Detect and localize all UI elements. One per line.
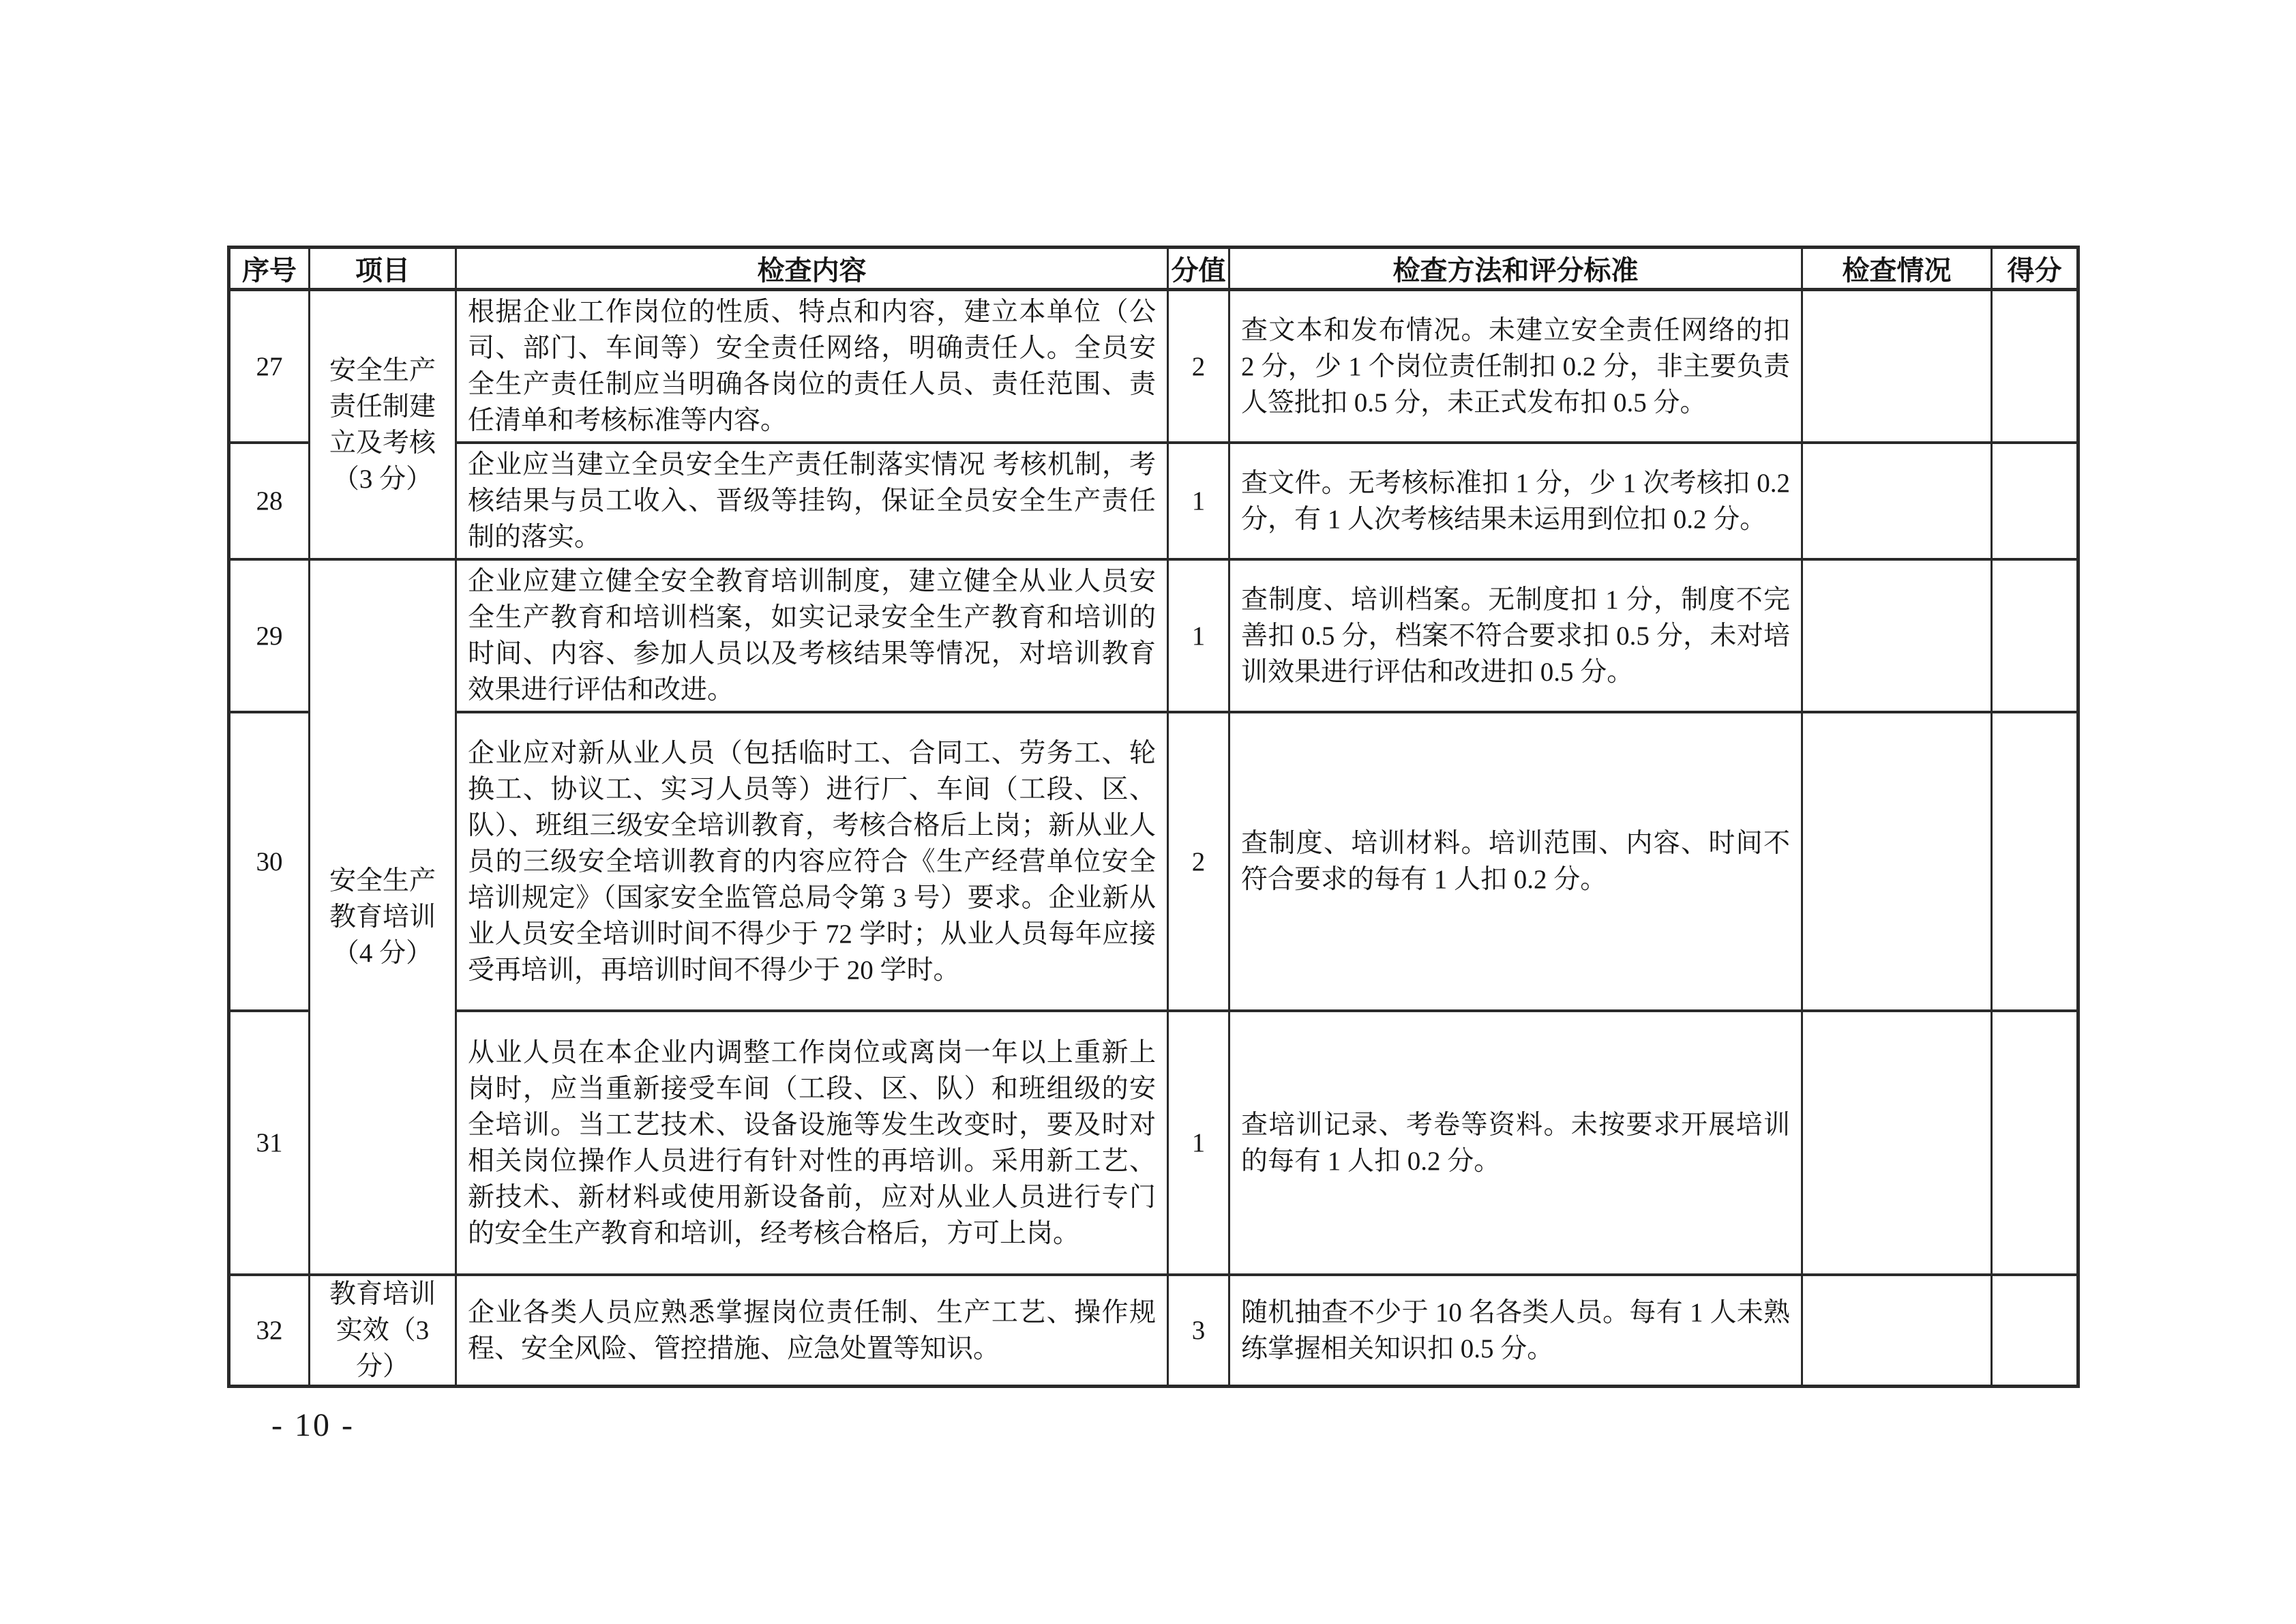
content-cell: 企业应对新从业人员（包括临时工、合同工、劳务工、轮换工、协议工、实习人员等）进行厂、车间（工段、区、队）、班组三级安全培训教育，考核合格后上岗；新从业人员的三级安全培训教育的内容应符合《生产经营单位安全培训规定》（国家安全监管总局令第 3 号）要求。企业新从业人员安全培训时间不得少于 72 学时；从业人员每年应接受再培训，再培训时间不得少于 20 学时。 (456, 712, 1168, 1011)
table-row-27 (229, 290, 2078, 443)
method-cell: 查制度、培训材料。培训范围、内容、时间不符合要求的每有 1 人扣 0.2 分。 (1229, 712, 1802, 1011)
points-cell (1992, 559, 2078, 712)
table-row-30 (229, 712, 2078, 1011)
points-cell (1992, 1275, 2078, 1387)
item-cell-responsibility: 安全生产责任制建立及考核（3 分） (310, 290, 456, 560)
content-cell: 企业各类人员应熟悉掌握岗位责任制、生产工艺、操作规程、安全风险、管控措施、应急处置等知识。 (456, 1275, 1168, 1387)
score-cell: 1 (1168, 1011, 1229, 1275)
situation-cell (1802, 1011, 1992, 1275)
method-cell: 查培训记录、考卷等资料。未按要求开展培训的每有 1 人扣 0.2 分。 (1229, 1011, 1802, 1275)
item-cell-education-training: 安全生产教育培训（4 分） (310, 559, 456, 1275)
header-situation: 检查情况 (1802, 248, 1992, 290)
no-cell: 30 (229, 712, 310, 1011)
situation-cell (1802, 559, 1992, 712)
score-cell: 1 (1168, 443, 1229, 559)
points-cell (1992, 443, 2078, 559)
points-cell (1992, 290, 2078, 443)
score-cell: 2 (1168, 290, 1229, 443)
points-cell (1992, 1011, 2078, 1275)
content-cell: 从业人员在本企业内调整工作岗位或离岗一年以上重新上岗时，应当重新接受车间（工段、区、队）和班组级的安全培训。当工艺技术、设备设施等发生改变时，要及时对相关岗位操作人员进行有针对性的再培训。采用新工艺、新技术、新材料或使用新设备前，应对从业人员进行专门的安全生产教育和培训，经考核合格后，方可上岗。 (456, 1011, 1168, 1275)
table-row-29 (229, 559, 2078, 712)
header-points: 得分 (1992, 248, 2078, 290)
content-cell: 根据企业工作岗位的性质、特点和内容，建立本单位（公司、部门、车间等）安全责任网络，明确责任人。全员安全生产责任制应当明确各岗位的责任人员、责任范围、责任清单和考核标准等内容。 (456, 290, 1168, 443)
method-cell: 查文本和发布情况。未建立安全责任网络的扣 2 分，少 1 个岗位责任制扣 0.2 分，非主要负责人签批扣 0.5 分，未正式发布扣 0.5 分。 (1229, 290, 1802, 443)
content-cell: 企业应建立健全安全教育培训制度，建立健全从业人员安全生产教育和培训档案，如实记录安全生产教育和培训的时间、内容、参加人员以及考核结果等情况，对培训教育效果进行评估和改进。 (456, 559, 1168, 712)
method-cell: 随机抽查不少于 10 名各类人员。每有 1 人未熟练掌握相关知识扣 0.5 分。 (1229, 1275, 1802, 1387)
content-cell: 企业应当建立全员安全生产责任制落实情况 考核机制，考核结果与员工收入、晋级等挂钩，保证全员安全生产责任制的落实。 (456, 443, 1168, 559)
no-cell: 27 (229, 290, 310, 443)
table-row-28 (229, 443, 2078, 559)
header-no: 序号 (229, 248, 310, 290)
method-cell: 查制度、培训档案。无制度扣 1 分，制度不完善扣 0.5 分，档案不符合要求扣 0.5 分，未对培训效果进行评估和改进扣 0.5 分。 (1229, 559, 1802, 712)
table-row-32 (229, 1275, 2078, 1387)
situation-cell (1802, 712, 1992, 1011)
points-cell (1992, 712, 2078, 1011)
table-header-row (229, 248, 2078, 290)
score-cell: 2 (1168, 712, 1229, 1011)
situation-cell (1802, 443, 1992, 559)
table-row-31 (229, 1011, 2078, 1275)
no-cell: 29 (229, 559, 310, 712)
no-cell: 28 (229, 443, 310, 559)
no-cell: 31 (229, 1011, 310, 1275)
no-cell: 32 (229, 1275, 310, 1387)
score-cell: 1 (1168, 559, 1229, 712)
header-method-criteria: 检查方法和评分标准 (1229, 248, 1802, 290)
situation-cell (1802, 1275, 1992, 1387)
header-content: 检查内容 (456, 248, 1168, 290)
score-cell: 3 (1168, 1275, 1229, 1387)
page-number: - 10 - (271, 1407, 355, 1443)
header-score-value: 分值 (1168, 248, 1229, 290)
item-cell-training-effectiveness: 教育培训实效（3 分） (310, 1275, 456, 1387)
method-cell: 查文件。无考核标准扣 1 分，少 1 次考核扣 0.2 分，有 1 人次考核结果未运用到位扣 0.2 分。 (1229, 443, 1802, 559)
situation-cell (1802, 290, 1992, 443)
header-item: 项目 (310, 248, 456, 290)
inspection-score-table (227, 246, 2080, 1388)
